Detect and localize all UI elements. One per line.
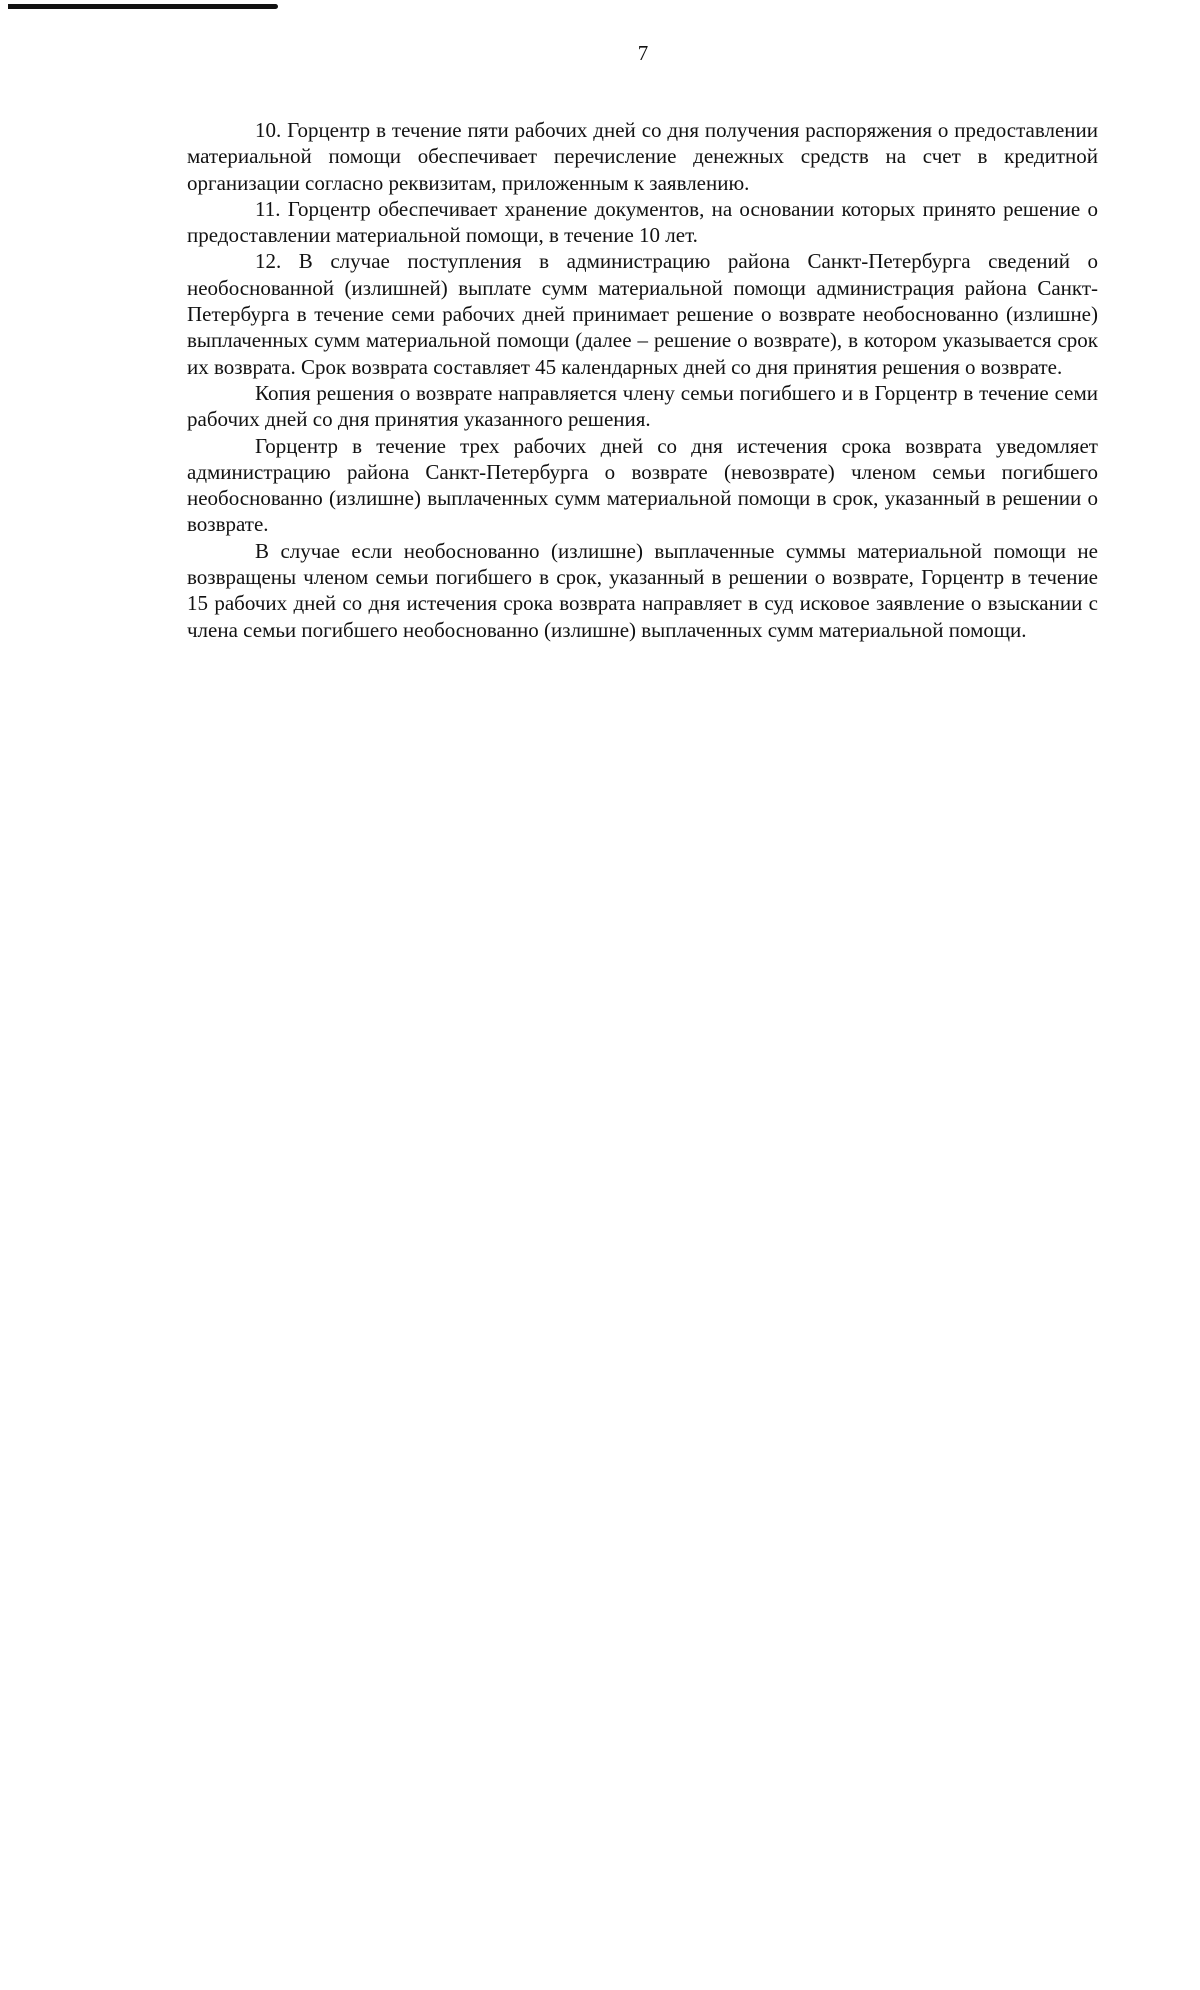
top-border-line	[8, 4, 278, 9]
paragraph-notification: Горцентр в течение трех рабочих дней со дня истечения срока возврата уведомляет администрацию района Санкт-Петербурга о возврате (невозврате) членом семьи погибшего необоснованно (излишне) выплаченных сумм материальной помощи в срок, указанный в решении о возврате.	[187, 433, 1098, 537]
paragraph-12: 12. В случае поступления в администрацию района Санкт-Петербурга сведений о необоснованной (излишней) выплате сумм материальной помощи администрация района Санкт-Петербурга в течение семи рабочих дней принимает решение о возврате необоснованно (излишне) выплаченных сумм материальной помощи (далее – решение о возврате), в котором указывается срок их возврата. Срок возврата составляет 45 календарных дней со дня принятия решения о возврате.	[187, 249, 1098, 379]
paragraph-copy-decision: Копия решения о возврате направляется члену семьи погибшего и в Горцентр в течение семи рабочих дней со дня принятия указанного решения.	[187, 380, 1098, 432]
page-number: 7	[637, 41, 649, 65]
paragraph-lawsuit: В случае если необоснованно (излишне) выплаченные суммы материальной помощи не возвращены членом семьи погибшего в срок, указанный в решении о возврате, Горцентр в течение 15 рабочих дней со дня истечения срока возврата направляет в суд исковое заявление о взыскании с члена семьи погибшего необоснованно (излишне) выплаченных сумм материальной помощи.	[187, 538, 1098, 642]
paragraph-10: 10. Горцентр в течение пяти рабочих дней со дня получения распоряжения о предоставлении материальной помощи обеспечивает перечисление денежных средств на счет в кредитной организации согласно реквизитам, приложенным к заявлению.	[187, 118, 1098, 195]
paragraph-11: 11. Горцентр обеспечивает хранение документов, на основании которых принято решение о предоставлении материальной помощи, в течение 10 лет.	[187, 196, 1098, 248]
document-body	[187, 117, 1098, 643]
